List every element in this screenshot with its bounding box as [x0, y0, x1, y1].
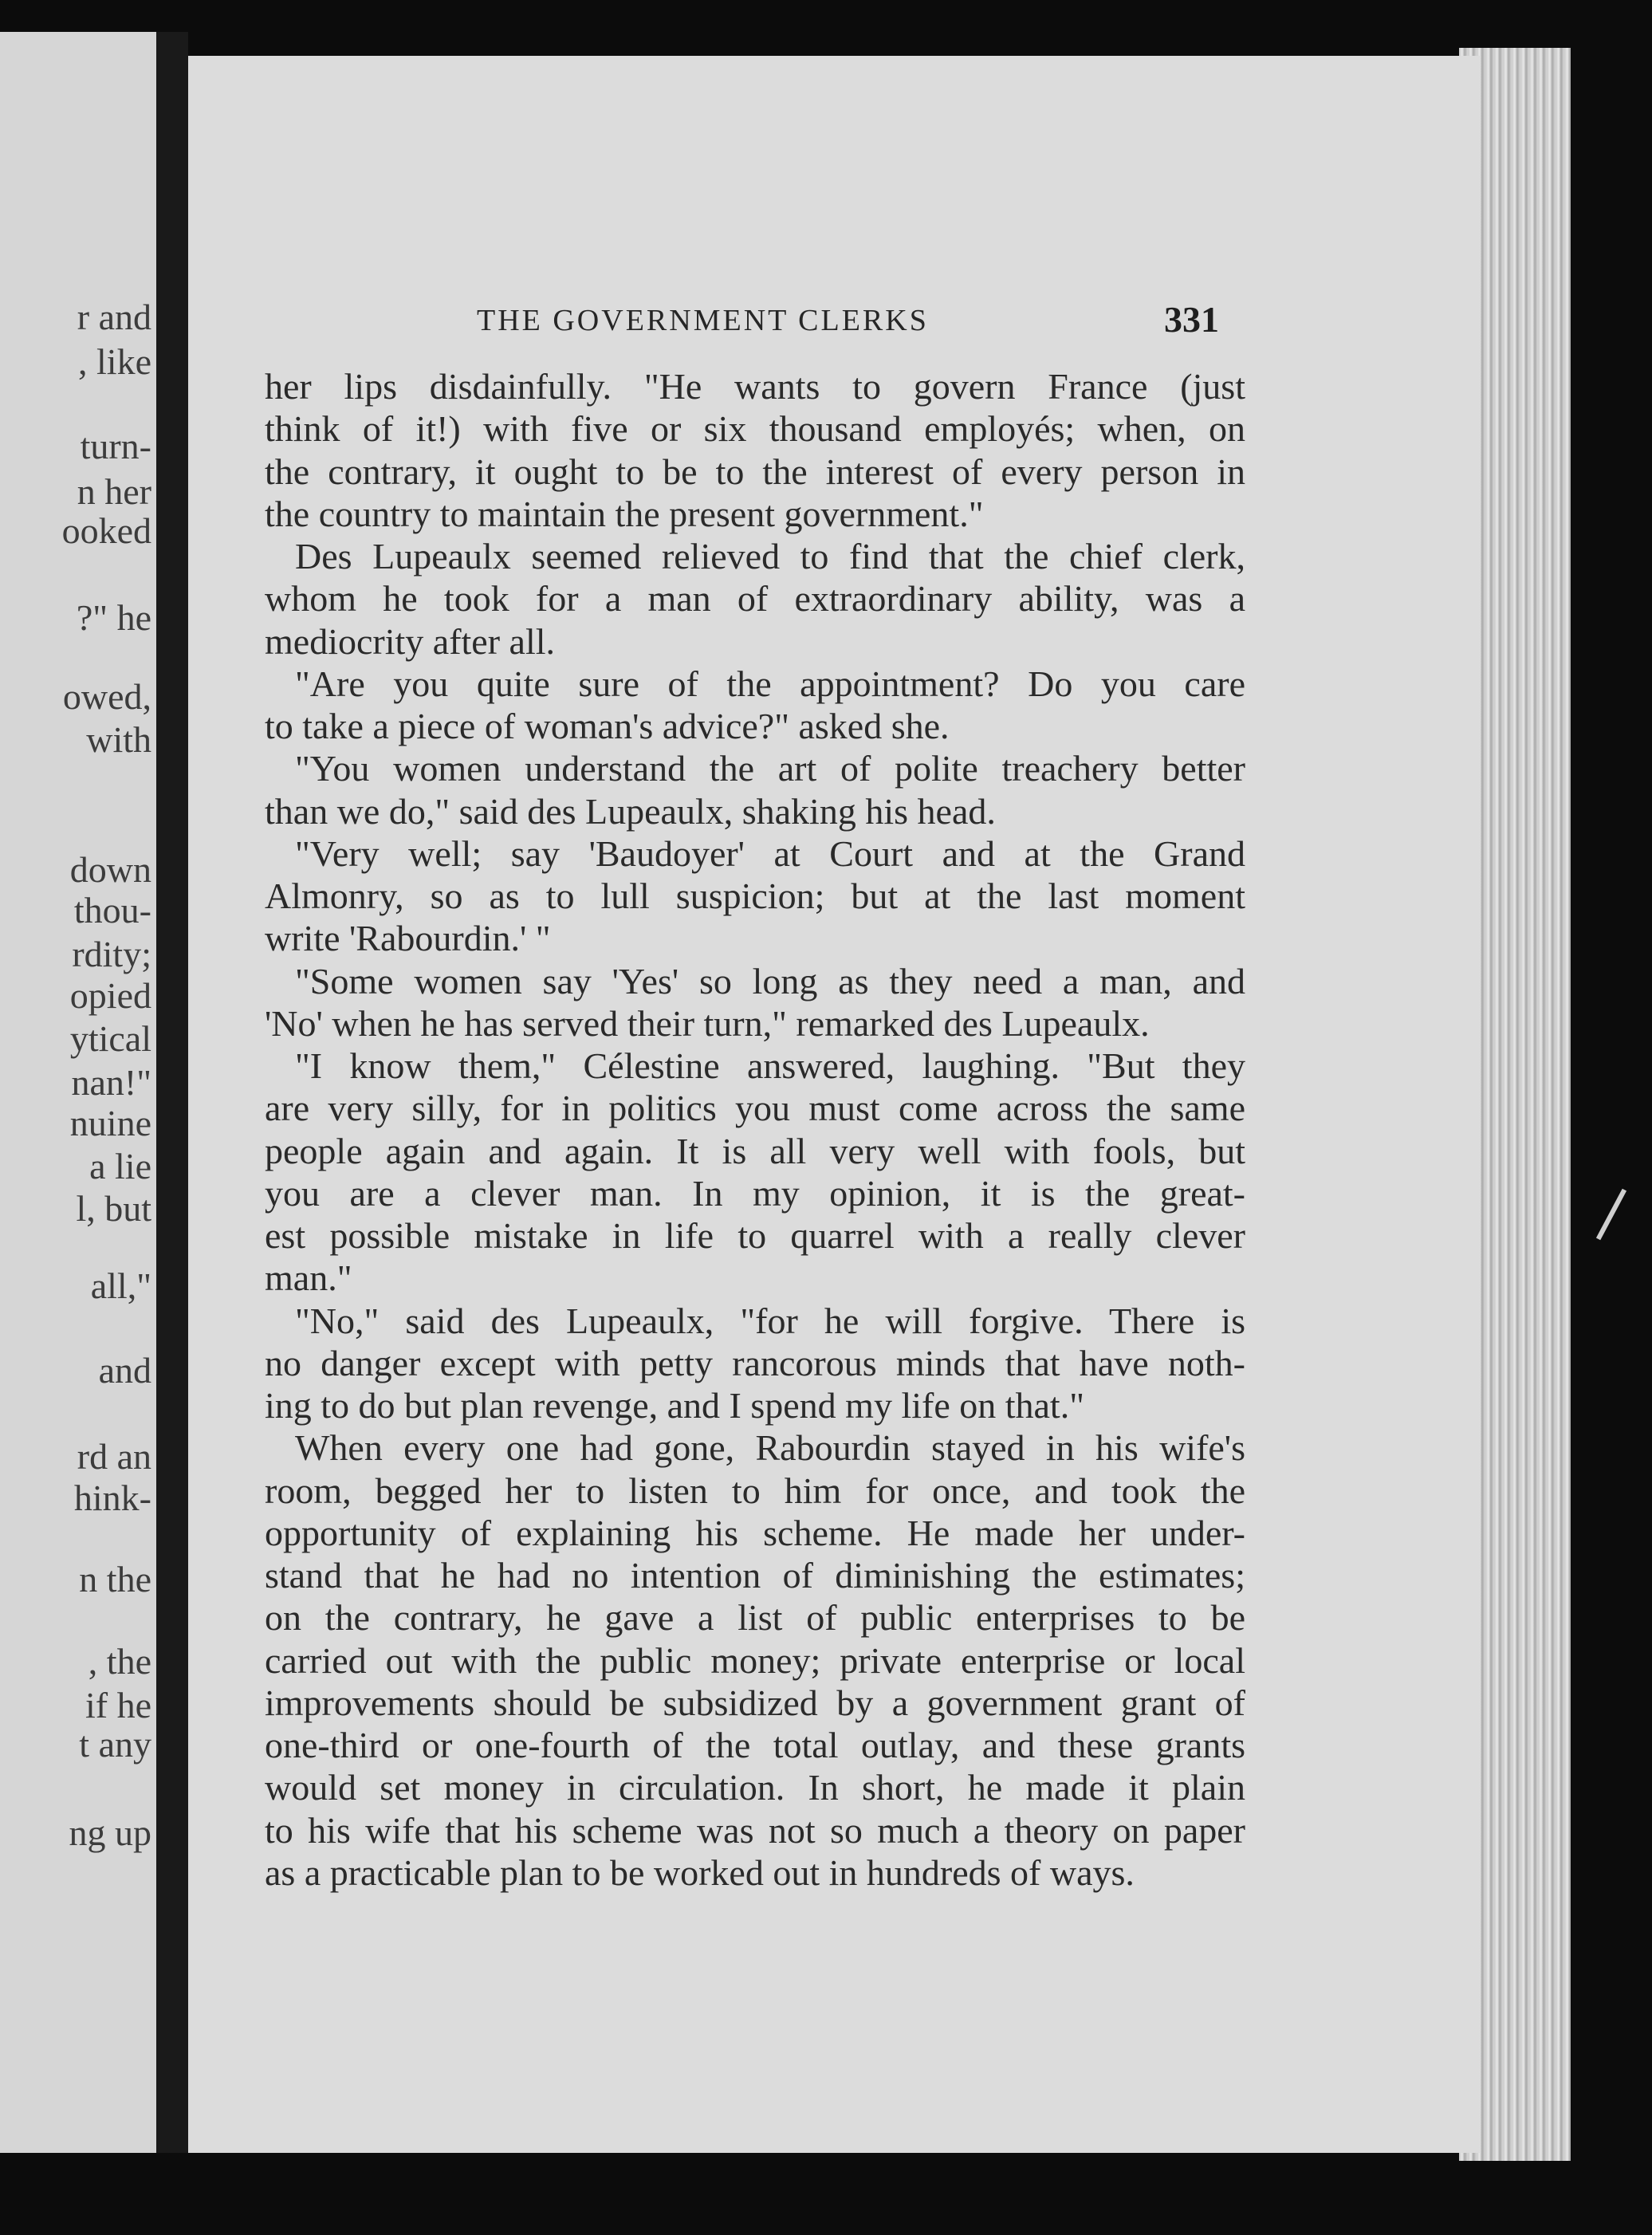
page-number: 331	[1164, 299, 1219, 340]
left-page-fragment: n the	[79, 1559, 151, 1600]
left-page-fragment: rd an	[77, 1436, 151, 1477]
text-line: would set money in circulation. In short, he made it plain	[265, 1767, 1245, 1808]
text-line: the country to maintain the present government."	[265, 493, 984, 534]
text-line: no danger except with petty rancorous minds that have noth-	[265, 1342, 1245, 1383]
text-line: the contrary, it ought to be to the interest of every person in	[265, 451, 1245, 492]
left-page-fragment: nan!"	[71, 1062, 151, 1103]
text-line: Des Lupeaulx seemed relieved to find that the chief clerk,	[295, 536, 1245, 576]
text-line: When every one had gone, Rabourdin stayed in his wife's	[295, 1427, 1245, 1469]
text-line: think of it!) with five or six thousand employés; when, on	[265, 408, 1245, 450]
book-page	[188, 56, 1480, 2153]
text-line: "You women understand the art of polite treachery better	[295, 748, 1245, 789]
previous-page	[0, 32, 156, 2153]
text-line: "I know them," Célestine answered, laughing. "But they	[295, 1045, 1245, 1086]
text-line: whom he took for a man of extraordinary ability, was a	[265, 578, 1245, 620]
left-page-fragment: r and	[77, 297, 151, 337]
text-line: to his wife that his scheme was not so much a theory on paper	[265, 1809, 1245, 1851]
left-page-fragment: and	[98, 1350, 151, 1391]
text-line: to take a piece of woman's advice?" asked she.	[265, 706, 950, 746]
left-page-fragment: ?" he	[76, 597, 151, 638]
text-line: you are a clever man. In my opinion, it is the great-	[265, 1172, 1245, 1214]
text-line: carried out with the public money; private enterprise or local	[265, 1639, 1245, 1681]
text-line: 'No' when he has served their turn," remarked des Lupeaulx.	[265, 1002, 1150, 1044]
left-page-fragment: thou-	[73, 890, 151, 931]
left-page-fragment: , like	[78, 341, 151, 382]
text-line: opportunity of explaining his scheme. He made her under-	[265, 1512, 1245, 1553]
left-page-fragment: turn-	[80, 426, 151, 466]
left-page-fragment: with	[86, 719, 151, 760]
body-text	[265, 365, 1245, 1894]
left-page-fragment: all,"	[90, 1265, 151, 1306]
text-line: are very silly, for in politics you must come across the same	[265, 1088, 1245, 1129]
left-page-fragment: if he	[85, 1685, 151, 1725]
text-line: "Very well; say 'Baudoyer' at Court and at the Grand	[295, 832, 1245, 874]
left-page-fragment: l, but	[76, 1188, 151, 1229]
text-line: room, begged her to listen to him for once, and took the	[265, 1470, 1245, 1511]
running-head: THE GOVERNMENT CLERKS	[477, 304, 929, 337]
text-line: improvements should be subsidized by a government grant of	[265, 1682, 1245, 1723]
left-page-fragment: rdity;	[72, 934, 151, 974]
text-line: on the contrary, he gave a list of public enterprises to be	[265, 1597, 1245, 1639]
left-page-fragment: ytical	[69, 1018, 151, 1059]
left-page-fragment: a lie	[89, 1146, 151, 1186]
text-line: Almonry, so as to lull suspicion; but at the last moment	[265, 876, 1245, 916]
text-line: people again and again. It is all very well with fools, but	[265, 1130, 1245, 1171]
text-line: as a practicable plan to be worked out in hundreds of ways.	[265, 1851, 1135, 1893]
text-line: mediocrity after all.	[265, 620, 556, 662]
left-page-fragment: nuine	[69, 1103, 151, 1143]
page-header	[188, 299, 1480, 351]
left-page-fragment: down	[69, 849, 151, 890]
text-line: one-third or one-fourth of the total outlay, and these grants	[265, 1725, 1245, 1765]
text-line: "Some women say 'Yes' so long as they need a man, and	[295, 960, 1245, 1001]
text-line: est possible mistake in life to quarrel with a really clever	[265, 1215, 1245, 1256]
left-page-fragment: hink-	[73, 1478, 151, 1518]
text-line: than we do," said des Lupeaulx, shaking his head.	[265, 790, 996, 832]
text-line: "No," said des Lupeaulx, "for he will forgive. There is	[295, 1300, 1245, 1341]
book-gutter	[156, 32, 188, 2153]
left-page-fragment: ooked	[61, 510, 151, 551]
left-page-fragment: , the	[88, 1641, 151, 1682]
text-line: stand that he had no intention of diminishing the estimates;	[265, 1555, 1245, 1596]
text-line: man."	[265, 1257, 352, 1299]
margin-mark	[1596, 1189, 1626, 1241]
left-page-fragment: n her	[77, 471, 151, 512]
left-page-fragment: opied	[69, 975, 151, 1016]
left-page-fragment: owed,	[62, 676, 151, 717]
left-page-fragment: t any	[79, 1724, 151, 1765]
text-line: ing to do but plan revenge, and I spend my life on that."	[265, 1385, 1084, 1426]
text-line: her lips disdainfully. "He wants to govern France (just	[265, 366, 1245, 407]
text-line: write 'Rabourdin.' "	[265, 918, 551, 959]
text-line: "Are you quite sure of the appointment? Do you care	[295, 663, 1245, 704]
left-page-fragment: ng up	[69, 1812, 151, 1853]
